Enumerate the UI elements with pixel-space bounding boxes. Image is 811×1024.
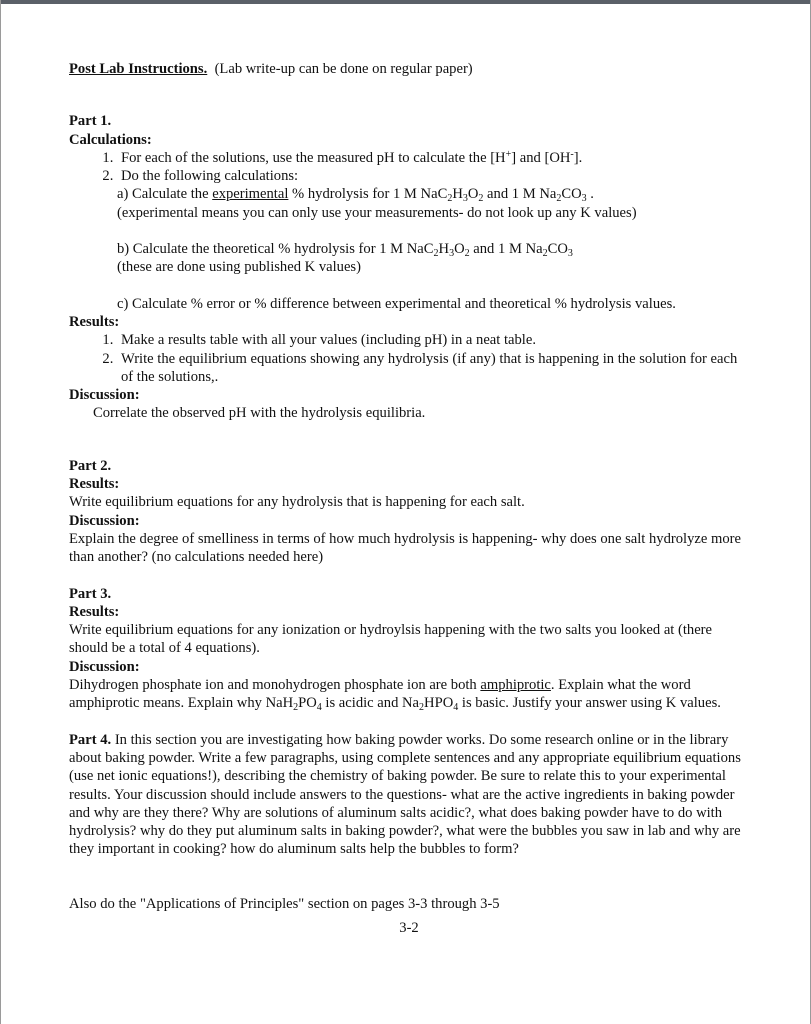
part1-calc-c: c) Calculate % error or % difference between experimental and theoretical % hydrolysis values.: [117, 295, 676, 312]
part1-calc-a-note: (experimental means you can only use your measurements- do not look up any K values): [117, 204, 637, 221]
also-line: Also do the "Applications of Principles" section on pages 3-3 through 3-5: [69, 895, 500, 912]
part1-calc-b-note: (these are done using published K values): [117, 259, 361, 276]
part4-text: In this section you are investigating how baking powder works. Do some research online or in the library about baking powder. Write a few paragraphs, using complete sentences and any appropriate equilibrium equations (use net ionic equations!), describing the chemistry of baking powder. Be sure to relate this to your experimental results. Your discussion should include answers to the questions- what are the active ingredients in baking powder and why are they there? Why are solutions of aluminum salts acidic?, what does baking powder have to do with hydrolysis? why do they put aluminum salts in baking powder?, what were the bubbles you saw in lab and why are they important in cooking? how do aluminum salts help the bubbles to form?: [69, 731, 741, 858]
part1-heading: Part 1.: [69, 113, 112, 130]
post-lab-title: Post Lab Instructions.: [69, 61, 208, 77]
part3-heading: Part 3.: [69, 585, 112, 602]
part1-results-label: Results:: [69, 313, 120, 330]
part3-discussion-text: Dihydrogen phosphate ion and monohydrogen phosphate ion are both amphiprotic. Explain what the word amphiprotic means. Explain why $NaH_2PO_4$ is acidic and $Na_2HPO_4$ is basic. Justify your answer using K values.: [69, 677, 721, 714]
page-left-edge: [0, 0, 1, 1024]
part2-discussion-text: Explain the degree of smelliness in terms of how much hydrolysis is happening- why does one salt hydrolyze more than another? (no calculations needed here): [69, 530, 741, 566]
header-line: [69, 60, 749, 78]
part3-results-text: Write equilibrium equations for any ionization or hydroylsis happening with the two salts you looked at (there should be a total of 4 equations).: [69, 622, 713, 657]
part2-discussion-label: Discussion:: [69, 512, 140, 529]
part2-results-text: Write equilibrium equations for any hydrolysis that is happening for each salt.: [69, 494, 525, 511]
part3-results-label: Results:: [69, 603, 120, 620]
part1-calc-item-2: 2. Do the following calculations:: [117, 167, 749, 185]
part2-results-label: Results:: [69, 476, 120, 493]
part1-results-item-1: 1. Make a results table with all your values (including pH) in a neat table.: [117, 331, 749, 349]
part4-heading: Part 4.: [69, 731, 112, 748]
part1-calc-a: a) Calculate the experimental % hydrolysis for 1 M $NaC_2H_3O_2$ and 1 M $Na_2CO_3$ .: [117, 186, 594, 205]
part1-discussion-label: Discussion:: [69, 387, 140, 404]
part1-calculations-list: [69, 149, 749, 186]
part1-results-item-2: 2. Write the equilibrium equations showing any hydrolysis (if any) that is happening in the solution for each of the solutions,.: [117, 350, 749, 387]
document-page: [69, 60, 749, 937]
top-border: [0, 0, 811, 4]
part3-discussion-label: Discussion:: [69, 658, 140, 675]
part1-calc-b: b) Calculate the theoretical % hydrolysis for 1 M $NaC_2H_3O_2$ and 1 M $Na_2CO_3$: [117, 241, 573, 260]
post-lab-note: (Lab write-up can be done on regular paper): [214, 61, 473, 77]
part1-calc-item-1: 1. For each of the solutions, use the measured pH to calculate the [H+] and [OH-].: [117, 149, 749, 167]
part1-calculations-label: Calculations:: [69, 131, 152, 148]
part2-heading: Part 2.: [69, 457, 112, 474]
part1-results-list: [69, 331, 749, 386]
part1-discussion-text: Correlate the observed pH with the hydrolysis equilibria.: [93, 405, 426, 422]
page-number: 3-2: [399, 919, 419, 936]
part4-paragraph: [69, 731, 749, 859]
